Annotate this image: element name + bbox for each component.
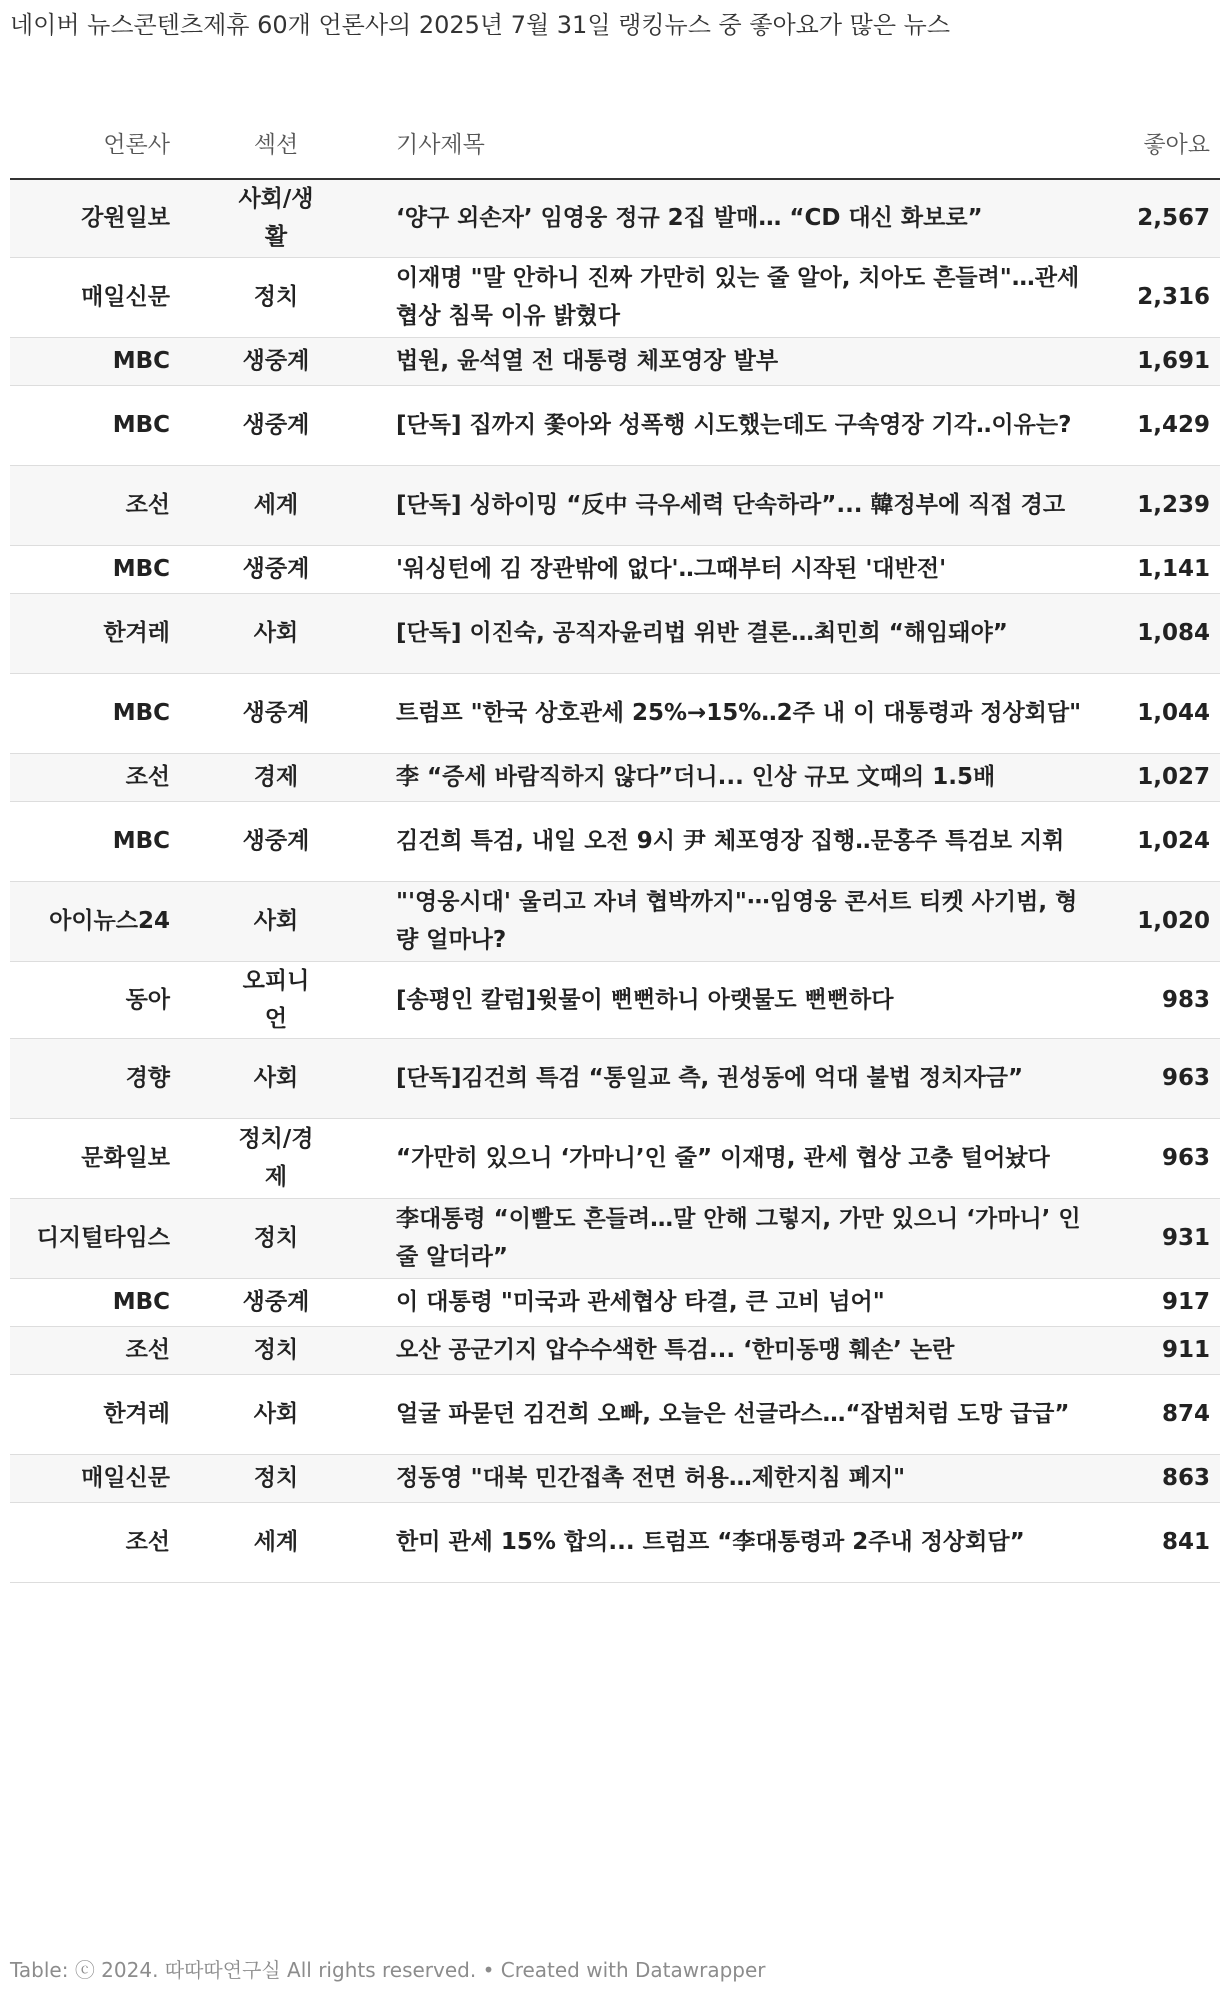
cell-section xyxy=(170,961,382,1038)
section-label: 생중계 xyxy=(242,1289,310,1315)
cell-section xyxy=(170,257,382,337)
cell-likes: 911 xyxy=(1086,1326,1220,1374)
cell-section xyxy=(170,1118,382,1198)
section-label: 사회 xyxy=(253,620,299,646)
table-row xyxy=(10,801,1220,881)
cell-article-title: 이재명 "말 안하니 진짜 가만히 있는 줄 알아, 치아도 흔들려"…관세협상 침묵 이유 밝혔다 xyxy=(382,257,1086,337)
cell-section xyxy=(170,593,382,673)
column-header-section: 섹션 xyxy=(170,106,382,179)
cell-press: 조선 xyxy=(10,1502,170,1582)
table-row xyxy=(10,1118,1220,1198)
cell-press: MBC xyxy=(10,545,170,593)
section-label: 세계 xyxy=(253,492,299,518)
table-footer: Table: ⓒ 2024. 따따따연구실 All rights reserved. • Created with Datawrapper xyxy=(10,1958,766,1982)
cell-section xyxy=(170,881,382,961)
section-label: 생중계 xyxy=(242,556,310,582)
table-body xyxy=(10,179,1220,1582)
cell-section xyxy=(170,1278,382,1326)
cell-press: MBC xyxy=(10,801,170,881)
cell-section xyxy=(170,753,382,801)
cell-article-title: “가만히 있으니 ‘가마니’인 줄” 이재명, 관세 협상 고충 털어놨다 xyxy=(382,1118,1086,1198)
cell-section xyxy=(170,1038,382,1118)
cell-press: 조선 xyxy=(10,1326,170,1374)
cell-likes: 963 xyxy=(1086,1038,1220,1118)
cell-section xyxy=(170,179,382,257)
section-label: 생중계 xyxy=(242,700,310,726)
table-row xyxy=(10,545,1220,593)
table-row xyxy=(10,1198,1220,1278)
section-label: 정치 xyxy=(253,1465,299,1491)
cell-section xyxy=(170,1326,382,1374)
section-label: 사회/생활 xyxy=(238,186,314,251)
table-row xyxy=(10,593,1220,673)
section-label: 정치 xyxy=(253,1337,299,1363)
cell-article-title: [단독] 싱하이밍 “反中 극우세력 단속하라”... 韓정부에 직접 경고 xyxy=(382,465,1086,545)
table-row xyxy=(10,961,1220,1038)
cell-article-title: ‘양구 외손자’ 임영웅 정규 2집 발매… “CD 대신 화보로” xyxy=(382,179,1086,257)
cell-likes: 1,020 xyxy=(1086,881,1220,961)
cell-section xyxy=(170,673,382,753)
cell-section xyxy=(170,1454,382,1502)
table-row xyxy=(10,465,1220,545)
cell-press: 한겨레 xyxy=(10,1374,170,1454)
cell-article-title: 오산 공군기지 압수수색한 특검... ‘한미동맹 훼손’ 논란 xyxy=(382,1326,1086,1374)
cell-press: 강원일보 xyxy=(10,179,170,257)
cell-press: 매일신문 xyxy=(10,1454,170,1502)
section-label: 세계 xyxy=(253,1529,299,1555)
table-row xyxy=(10,1374,1220,1454)
column-header-press: 언론사 xyxy=(10,106,170,179)
cell-likes: 1,429 xyxy=(1086,385,1220,465)
cell-press: MBC xyxy=(10,385,170,465)
cell-article-title: 이 대통령 "미국과 관세협상 타결, 큰 고비 넘어" xyxy=(382,1278,1086,1326)
section-label: 생중계 xyxy=(242,412,310,438)
column-header-title: 기사제목 xyxy=(382,106,1086,179)
cell-likes: 931 xyxy=(1086,1198,1220,1278)
cell-likes: 1,084 xyxy=(1086,593,1220,673)
column-header-likes: 좋아요 xyxy=(1086,106,1220,179)
section-label: 사회 xyxy=(253,908,299,934)
cell-section xyxy=(170,545,382,593)
cell-press: 매일신문 xyxy=(10,257,170,337)
ranking-table xyxy=(10,106,1220,1583)
cell-press: MBC xyxy=(10,337,170,385)
cell-article-title: '워싱턴에 김 장관밖에 없다'‥그때부터 시작된 '대반전' xyxy=(382,545,1086,593)
cell-article-title: 李 “증세 바람직하지 않다”더니... 인상 규모 文때의 1.5배 xyxy=(382,753,1086,801)
chart-title: 네이버 뉴스콘텐츠제휴 60개 언론사의 2025년 7월 31일 랭킹뉴스 중 좋아요가 많은 뉴스 xyxy=(10,11,951,39)
cell-article-title: "'영웅시대' 울리고 자녀 협박까지"⋯임영웅 콘서트 티켓 사기범, 형량 얼마나? xyxy=(382,881,1086,961)
cell-section xyxy=(170,1198,382,1278)
cell-article-title: 트럼프 "한국 상호관세 25%→15%‥2주 내 이 대통령과 정상회담" xyxy=(382,673,1086,753)
cell-article-title: 정동영 "대북 민간접촉 전면 허용…제한지침 폐지" xyxy=(382,1454,1086,1502)
cell-article-title: 김건희 특검, 내일 오전 9시 尹 체포영장 집행‥문홍주 특검보 지휘 xyxy=(382,801,1086,881)
cell-article-title: 李대통령 “이빨도 흔들려…말 안해 그렇지, 가만 있으니 ‘가마니’ 인줄 알더라” xyxy=(382,1198,1086,1278)
table-row xyxy=(10,257,1220,337)
cell-likes: 983 xyxy=(1086,961,1220,1038)
cell-press: MBC xyxy=(10,1278,170,1326)
cell-press: 한겨레 xyxy=(10,593,170,673)
cell-likes: 2,316 xyxy=(1086,257,1220,337)
table-row xyxy=(10,337,1220,385)
cell-press: 문화일보 xyxy=(10,1118,170,1198)
section-label: 사회 xyxy=(253,1401,299,1427)
cell-article-title: 법원, 윤석열 전 대통령 체포영장 발부 xyxy=(382,337,1086,385)
cell-press: 디지털타임스 xyxy=(10,1198,170,1278)
section-label: 오피니언 xyxy=(242,967,310,1032)
cell-likes: 1,027 xyxy=(1086,753,1220,801)
table-row xyxy=(10,881,1220,961)
cell-section xyxy=(170,385,382,465)
section-label: 경제 xyxy=(253,764,299,790)
cell-article-title: [단독]김건희 특검 “통일교 측, 권성동에 억대 불법 정치자금” xyxy=(382,1038,1086,1118)
cell-likes: 874 xyxy=(1086,1374,1220,1454)
cell-article-title: 한미 관세 15% 합의... 트럼프 “李대통령과 2주내 정상회담” xyxy=(382,1502,1086,1582)
section-label: 정치/경제 xyxy=(238,1126,314,1190)
cell-likes: 1,044 xyxy=(1086,673,1220,753)
cell-press: 경향 xyxy=(10,1038,170,1118)
cell-likes: 841 xyxy=(1086,1502,1220,1582)
section-label: 생중계 xyxy=(242,348,310,374)
table-row xyxy=(10,1326,1220,1374)
cell-article-title: 얼굴 파묻던 김건희 오빠, 오늘은 선글라스…“잡범처럼 도망 급급” xyxy=(382,1374,1086,1454)
section-label: 사회 xyxy=(253,1065,299,1091)
cell-press: 아이뉴스24 xyxy=(10,881,170,961)
cell-section xyxy=(170,465,382,545)
header-row xyxy=(10,106,1220,179)
table-row xyxy=(10,673,1220,753)
cell-article-title: [송평인 칼럼]윗물이 뻔뻔하니 아랫물도 뻔뻔하다 xyxy=(382,961,1086,1038)
cell-article-title: [단독] 집까지 쫓아와 성폭행 시도했는데도 구속영장 기각‥이유는? xyxy=(382,385,1086,465)
cell-likes: 863 xyxy=(1086,1454,1220,1502)
cell-press: MBC xyxy=(10,673,170,753)
cell-likes: 1,141 xyxy=(1086,545,1220,593)
cell-likes: 1,239 xyxy=(1086,465,1220,545)
cell-section xyxy=(170,1374,382,1454)
table-row xyxy=(10,1502,1220,1582)
cell-likes: 917 xyxy=(1086,1278,1220,1326)
cell-article-title: [단독] 이진숙, 공직자윤리법 위반 결론…최민희 “해임돼야” xyxy=(382,593,1086,673)
cell-likes: 1,024 xyxy=(1086,801,1220,881)
cell-section xyxy=(170,1502,382,1582)
table-row xyxy=(10,1038,1220,1118)
section-label: 정치 xyxy=(253,1225,299,1251)
section-label: 정치 xyxy=(253,284,299,310)
cell-likes: 963 xyxy=(1086,1118,1220,1198)
table-row xyxy=(10,179,1220,257)
cell-likes: 1,691 xyxy=(1086,337,1220,385)
cell-press: 동아 xyxy=(10,961,170,1038)
table-row xyxy=(10,385,1220,465)
cell-press: 조선 xyxy=(10,753,170,801)
cell-section xyxy=(170,337,382,385)
cell-section xyxy=(170,801,382,881)
cell-likes: 2,567 xyxy=(1086,179,1220,257)
table-row xyxy=(10,1278,1220,1326)
table-row xyxy=(10,1454,1220,1502)
table-row xyxy=(10,753,1220,801)
cell-press: 조선 xyxy=(10,465,170,545)
section-label: 생중계 xyxy=(242,828,310,854)
